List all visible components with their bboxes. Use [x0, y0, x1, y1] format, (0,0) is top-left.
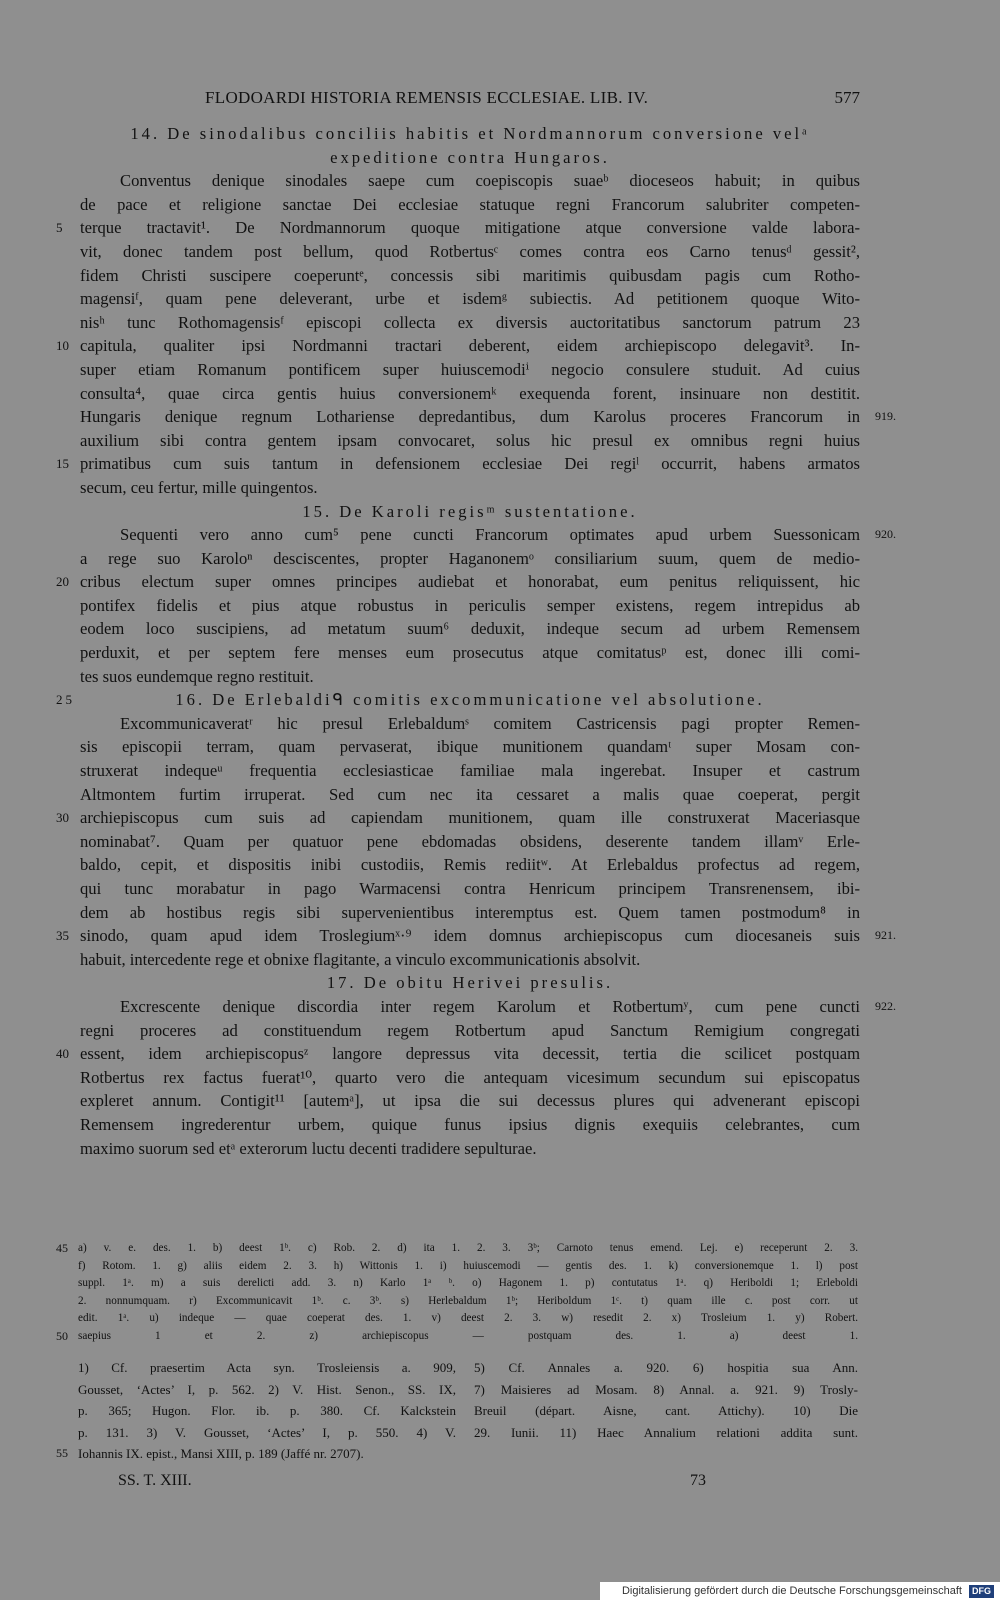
footnotes-right-column: [474, 1357, 858, 1443]
text-line: [80, 382, 860, 406]
line-text: 1) Cf. praesertim Acta syn. Trosleiensis a. 909,: [78, 1360, 456, 1375]
line-text: magensiᶠ, quam pene deleverant, urbe et isdemᵍ subiectis. Ad petitionem quoque Wito-: [80, 289, 860, 309]
line-text: eodem loco suscipiens, ad metatum suum⁶ deduxit, indeque secum ad urbem Remensem: [80, 619, 860, 639]
apparatus-line: [78, 1293, 858, 1311]
line-number: 15: [56, 456, 69, 472]
line-text: a rege suo Karoloⁿ desciscentes, propter Haganonemᵒ consiliarium suum, quem de medio-: [80, 548, 860, 568]
main-text: [56, 122, 896, 1160]
text-line: [80, 665, 860, 689]
line-text: dem ab hostibus regis sibi supervenientibus interemptus est. Quem tamen postmodum⁸ in: [80, 902, 860, 922]
text-line: [80, 853, 860, 877]
text-line: [80, 712, 860, 736]
line-text: primatibus cum suis tantum in defensionem ecclesiae Dei regiˡ occurrit, habens armatos: [80, 454, 860, 474]
credit-text: Digitalisierung gefördert durch die Deutsche Forschungsgemeinschaft: [621, 1585, 962, 1597]
footnote-line: [474, 1379, 858, 1401]
line-text: archiepiscopus cum suis ad capiendam munitionem, quam ille construxerat Maceriasque: [80, 808, 860, 828]
line-text: saepius 1 et 2. z) archiepiscopus — postquam des. 1. a) deest 1.: [78, 1329, 858, 1342]
line-text: Sequenti vero anno cum⁵ pene cuncti Francorum optimates apud urbem Suessonicam: [120, 525, 860, 545]
line-text: 7) Maisieres ad Mosam. 8) Annal. a. 921. 9) Trosly-: [474, 1381, 858, 1397]
text-line: [80, 901, 860, 925]
line-text: de pace et religione sanctae Dei ecclesiae statuque regni Francorum salubriter competen-: [80, 194, 860, 214]
line-text: nominabat⁷. Quam per quatuor pene ebdomadas obsidens, deserente tandem illamᵛ Erle-: [80, 831, 860, 851]
line-text: capitula, qualiter ipsi Nordmanni tractari deberent, eidem archiepiscopo delegavit³. In-: [80, 336, 860, 356]
chapter-heading-line: [80, 971, 860, 995]
text-line: [80, 1089, 860, 1113]
line-text: Rotbertus rex factus fuerat¹⁰, quarto vero die antequam vicesimum secundum sui episcopatus: [80, 1067, 860, 1087]
page-number: 577: [834, 88, 860, 107]
apparatus-line: [78, 1258, 858, 1276]
text-line: [80, 287, 860, 311]
line-text: Conventus denique sinodales saepe cum coepiscopis suaeᵇ dioceseos habuit; in quibus: [120, 171, 860, 191]
line-text: fidem Christi suscipere coeperuntᵉ, concessis sibi maritimis quibusdam pagis cum Rotho-: [80, 265, 860, 285]
footnote-line: [474, 1422, 858, 1444]
text-line: [80, 429, 860, 453]
line-text: tes suos eundemque regno restituit.: [80, 666, 314, 686]
line-number: 55: [56, 1446, 68, 1460]
line-text: Excrescente denique discordia inter regem Karolum et Rotbertumʸ, cum pene cuncti: [120, 996, 860, 1016]
dfg-logo: DFG: [969, 1585, 994, 1598]
line-text: expleret annum. Contigit¹¹ [autemᵃ], ut ipsa die sui decessus plures qui advenerant episcopi: [80, 1091, 860, 1111]
text-line: [80, 311, 860, 335]
text-line: [80, 1113, 860, 1137]
text-line: [80, 995, 896, 1019]
line-text: Excommunicaveratʳ hic presul Erlebaldumˢ comitem Castricensis pagi propter Remen-: [120, 713, 860, 733]
line-text: habuit, intercedente rege et obnixe flagitante, a vinculo excommunicationis absolvit.: [80, 949, 641, 969]
footnote-line: [474, 1357, 858, 1379]
line-number: 5: [56, 220, 63, 236]
line-text: secum, ceu fertur, mille quingentos.: [80, 477, 318, 497]
line-text: Remensem ingrederentur urbem, quique funus ipsius dignis exequiis celebrantes, cum: [80, 1114, 860, 1134]
footnote-line: [56, 1443, 456, 1465]
line-text: 14. De sinodalibus conciliis habitis et Nordmannorum conversione velᵃ: [130, 124, 810, 143]
text-line: [80, 547, 860, 571]
line-text: regni proceres ad constituendum regem Rotbertum apud Sanctum Remigium congregati: [80, 1020, 860, 1040]
line-text: nisʰ tunc Rothomagensisᶠ episcopi collecta ex diversis auctoritatibus sanctorum patrum 23: [80, 312, 860, 332]
line-text: qui tunc morabatur in pago Warmacensi contra Henricum principem Transrenensem, ibi-: [80, 879, 860, 898]
line-text: 29. Iunii. 11) Haec Annalium relationi addita sunt.: [474, 1424, 858, 1440]
line-text: expeditione contra Hungaros.: [330, 147, 610, 167]
text-line: [80, 169, 860, 193]
line-text: p. 131. 3) V. Gousset, ‘Actes’ I, p. 550. 4) V.: [78, 1424, 456, 1440]
text-line: [56, 452, 860, 476]
text-line: [80, 594, 860, 618]
footnotes-left-column: [56, 1357, 456, 1465]
line-number: 35: [56, 928, 69, 944]
text-line: [80, 523, 896, 547]
signature-mark: SS. T. XIII.: [118, 1472, 192, 1489]
footnote-line: [78, 1379, 456, 1401]
text-line: [80, 193, 860, 217]
text-line: [80, 948, 860, 972]
text-line: [80, 830, 860, 854]
sheet-number: 73: [690, 1472, 706, 1489]
digitization-credit: [600, 1582, 1000, 1600]
text-line: [80, 735, 860, 759]
chapter-heading-line: [80, 146, 860, 170]
line-text: Altmontem furtim irruperat. Sed cum nec ita cessaret a malis quae coeperat, pergit: [80, 784, 860, 804]
line-text: sis episcopii terram, quam pervaserat, ibique munitionem quandamᵗ super Mosam con-: [80, 737, 860, 757]
line-text: consulta⁴, quae circa gentis huius conversionemᵏ exequenda forent, insinuare non destitit.: [80, 383, 860, 403]
line-text: suppl. 1ᵃ. m) a suis derelicti add. 3. n) Karlo 1ᵃ ᵇ. o) Hagonem 1. p) contutatus 1ᵃ. q) Heriboldi 1; Erleboldi: [78, 1277, 858, 1289]
text-line: [56, 334, 860, 358]
line-number: 25: [56, 692, 75, 708]
text-line: [80, 240, 860, 264]
line-text: a) v. e. des. 1. b) deest 1ᵇ. c) Rob. 2. d) ita 1. 2. 3. 3ᵇ; Carnoto tenus emend. Lej. e) receperunt 2. 3.: [78, 1242, 858, 1254]
text-line: [56, 924, 896, 948]
line-text: cribus electum super omnes principes audiebat et honorabat, eum penitus reliquissent, hic: [80, 572, 860, 592]
critical-apparatus: [56, 1240, 858, 1345]
line-text: baldo, cepit, et dispositis inibi custodiis, Remis rediitʷ. At Erlebaldus profectus ad regem,: [80, 855, 860, 875]
line-text: 17. De obitu Herivei presulis.: [326, 973, 614, 993]
text-line: [80, 1066, 860, 1090]
line-number: 10: [56, 338, 69, 354]
apparatus-line: [56, 1240, 858, 1258]
text-line: [80, 1019, 860, 1043]
line-text: auxilium sibi contra gentem ipsam convocaret, solus hic presul ex omnibus regni huius: [80, 430, 860, 450]
chapter-heading-line: [80, 500, 860, 524]
line-number: 50: [56, 1328, 68, 1343]
line-text: 2. nonnumquam. r) Excommunicavit 1ᵇ. c. 3ᵇ. s) Herlebaldum 1ᵇ; Heriboldum 1ᶜ. t) quam ille c. post corr. ut: [78, 1294, 858, 1307]
running-title: FLODOARDI HISTORIA REMENSIS ECCLESIAE. LIB. IV.: [205, 88, 649, 107]
text-line: [80, 641, 860, 665]
line-text: f) Rotom. 1. g) aliis eidem 2. 3. h) Wittonis 1. i) huiuscemodi — gentis des. 1. k) conversionemque 1. l) post: [78, 1259, 858, 1272]
text-line: [80, 358, 860, 382]
text-line: [80, 759, 860, 783]
line-text: essent, idem archiepiscopusᶻ langore depressus vita decessit, tertia die scilicet postquam: [80, 1044, 860, 1064]
text-line: [80, 264, 860, 288]
text-line: [56, 806, 860, 830]
line-text: super etiam Romanum pontificem super huiuscemodiⁱ negocio consulere studuit. Ad cuius: [80, 359, 860, 379]
text-line: [56, 216, 860, 240]
line-text: Gousset, ‘Actes’ I, p. 562. 2) V. Hist. Senon., SS. IX,: [78, 1381, 456, 1397]
text-line: [80, 617, 860, 641]
margin-year-note: 921.: [875, 928, 896, 943]
text-line: [56, 1042, 860, 1066]
apparatus-line: [56, 1328, 858, 1346]
text-line: [80, 476, 860, 500]
text-line: [80, 783, 860, 807]
margin-year-note: 919.: [875, 409, 896, 424]
line-text: p. 365; Hugon. Flor. ib. p. 380. Cf. Kalckstein: [78, 1403, 456, 1418]
margin-year-note: 922.: [875, 998, 896, 1013]
text-line: [80, 405, 896, 429]
margin-year-note: 920.: [875, 527, 896, 542]
apparatus-line: [78, 1310, 858, 1328]
line-text: terque tractavit¹. De Nordmannorum quoque mitigatione atque conversione valde labora-: [80, 218, 860, 238]
chapter-heading-line: [80, 122, 860, 146]
line-text: edit. 1ᵃ. u) indeque — quae coeperat des. 1. v) deest 2. 3. w) resedit 2. x) Trosleium 1. y) Robert.: [78, 1312, 858, 1324]
running-header: [100, 88, 860, 112]
line-text: Breuil (départ. Aisne, cant. Attichy). 10) Die: [474, 1403, 858, 1418]
footnote-line: [78, 1422, 456, 1444]
line-number: 45: [56, 1241, 68, 1255]
footnote-line: [78, 1357, 456, 1379]
line-text: Hungaris denique regnum Lothariense depredantibus, dum Karolus proceres Francorum in: [80, 407, 860, 427]
line-text: 15. De Karoli regisᵐ sustentatione.: [302, 501, 638, 521]
line-number: 40: [56, 1046, 69, 1062]
line-text: 5) Cf. Annales a. 920. 6) hospitia sua Ann.: [474, 1360, 858, 1375]
line-text: pontifex fidelis et pius atque robustus in periculis semper existens, regem intrepidus ab: [80, 595, 860, 615]
line-text: sinodo, quam apud idem Troslegiumˣ·⁹ idem domnus archiepiscopus cum diocesaneis suis: [80, 926, 860, 946]
chapter-heading-line: [56, 688, 860, 712]
line-text: vit, donec tandem post bellum, quod Rotbertusᶜ comes contra eos Carno tenusᵈ gessit²,: [80, 241, 860, 261]
line-text: struxerat indequeᵘ frequentia ecclesiasticae familiae mala ingerebat. Insuper et castrum: [80, 761, 860, 781]
line-text: 16. De Erlebaldiᑫ comitis excommunicatione vel absolutione.: [175, 690, 765, 710]
apparatus-line: [78, 1275, 858, 1293]
line-number: 30: [56, 810, 69, 826]
footnote-line: [78, 1400, 456, 1422]
footnote-line: [474, 1400, 858, 1422]
text-line: [56, 570, 860, 594]
line-text: perduxit, et per septem fere menses eum prosecutus atque comitatusᵖ est, donec illi comi-: [80, 643, 860, 663]
line-text: Iohannis IX. epist., Mansi XIII, p. 189 (Jaffé nr. 2707).: [78, 1446, 364, 1461]
text-line: [80, 1137, 860, 1161]
line-number: 20: [56, 574, 69, 590]
line-text: maximo suorum sed etᵃ exterorum luctu decenti tradidere sepulturae.: [80, 1138, 537, 1158]
text-line: [80, 877, 860, 901]
